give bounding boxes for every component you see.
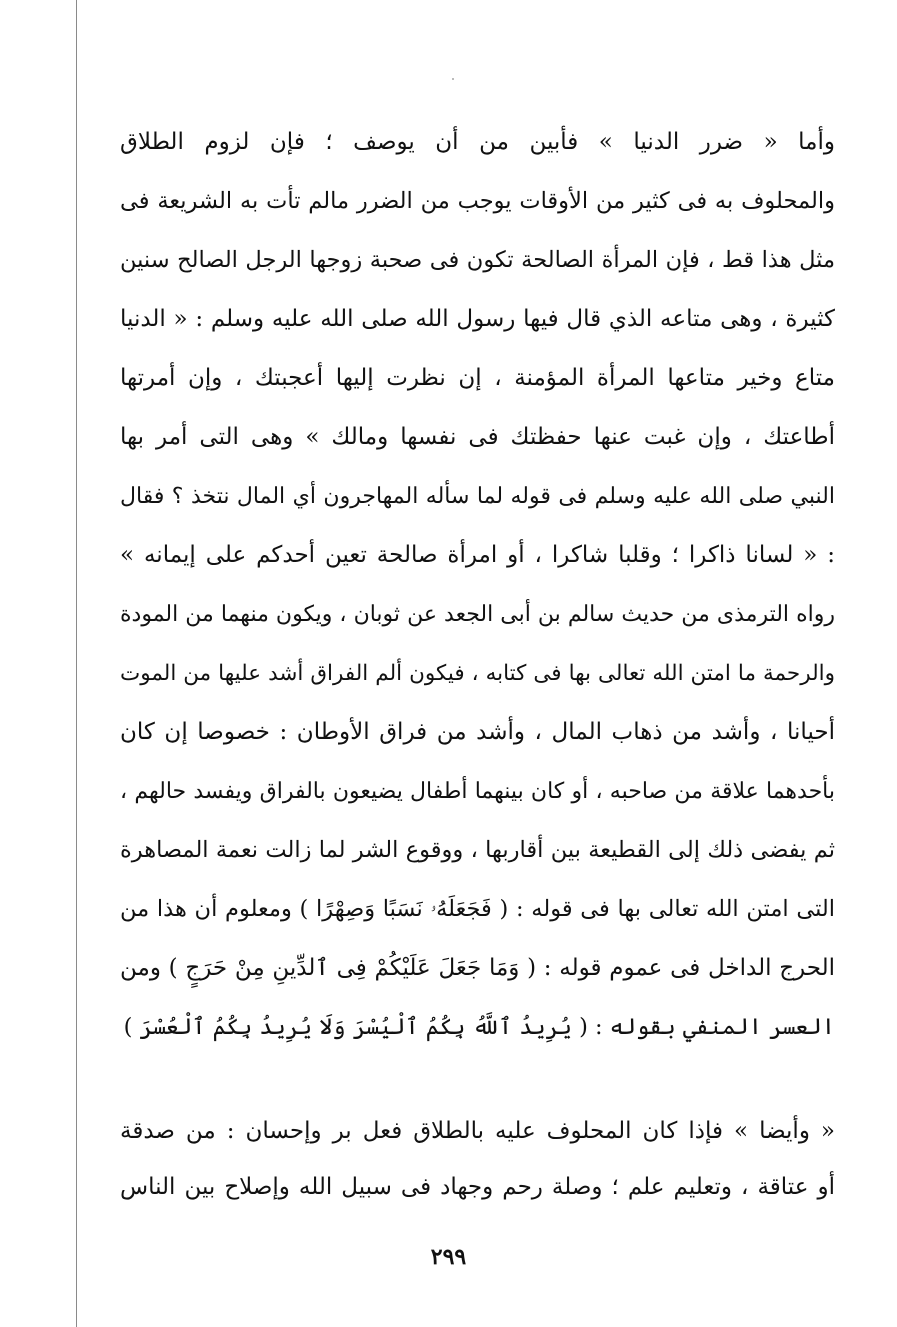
text-line: بأحدهما علاقة من صاحبه ، أو كان بينهما أطفال يضيعون بالفراق ويفسد حالهم ، [120, 779, 835, 804]
text-line: العسر المنفي بقوله : ( يُرِيدُ ٱللَّهُ بِكُمُ ٱلْيُسْرَ وَلَا يُرِيدُ بِكُمُ ٱلْعُسْرَ ) [123, 1014, 835, 1040]
text-line: رواه الترمذى من حديث سالم بن أبى الجعد عن ثوبان ، ويكون منهما من المودة [120, 602, 835, 627]
text-line: أطاعتك ، وإن غبت عنها حفظتك فى نفسها ومالك » وهى التى أمر بها [120, 424, 835, 450]
text-line: وأما « ضرر الدنيا » فأبين من أن يوصف ؛ فإن لزوم الطلاق [120, 129, 835, 155]
text-line: التى امتن الله تعالى بها فى قوله : ( فَجَعَلَهُۥ نَسَبًا وَصِهْرًا ) ومعلوم أن هذا من [120, 896, 835, 922]
page-number: ٢٩٩ [430, 1244, 467, 1270]
main-paragraph [120, 113, 835, 1057]
text-line: والمحلوف به فى كثير من الأوقات يوجب من الضرر مالم تأت به الشريعة فى [120, 188, 835, 214]
text-line: « وأيضا » فإذا كان المحلوف عليه بالطلاق فعل بر وإحسان : من صدقة [120, 1118, 835, 1144]
text-line: أحيانا ، وأشد من ذهاب المال ، وأشد من فراق الأوطان : خصوصا إن كان [120, 719, 835, 745]
text-line: كثيرة ، وهى متاعه الذي قال فيها رسول الله صلى الله عليه وسلم : « الدنيا [120, 306, 835, 332]
text-line: الحرج الداخل فى عموم قوله : ( وَمَا جَعَلَ عَلَيْكُمْ فِى ٱلدِّينِ مِنْ حَرَجٍ ) ومن [120, 955, 835, 981]
continuation-paragraph [120, 1103, 835, 1215]
text-line: أو عتاقة ، وتعليم علم ؛ وصلة رحم وجهاد فى سبيل الله وإصلاح بين الناس [120, 1174, 835, 1200]
text-line: متاع وخير متاعها المرأة المؤمنة ، إن نظرت إليها أعجبتك ، وإن أمرتها [120, 365, 835, 391]
text-line: والرحمة ما امتن الله تعالى بها فى كتابه ، فيكون ألم الفراق أشد عليها من الموت [120, 661, 835, 686]
binding-margin-line [76, 0, 77, 1327]
text-line: مثل هذا قط ، فإن المرأة الصالحة تكون فى صحبة زوجها الرجل الصالح سنين [120, 247, 835, 273]
text-line: النبي صلى الله عليه وسلم فى قوله لما سأله المهاجرون أي المال نتخذ ؟ فقال [120, 484, 835, 509]
scan-mark [452, 78, 454, 80]
text-line: : « لسانا ذاكرا ؛ وقلبا شاكرا ، أو امرأة صالحة تعين أحدكم على إيمانه » [120, 542, 835, 568]
text-line: ثم يفضى ذلك إلى القطيعة بين أقاربها ، ووقوع الشر لما زالت نعمة المصاهرة [120, 837, 835, 863]
